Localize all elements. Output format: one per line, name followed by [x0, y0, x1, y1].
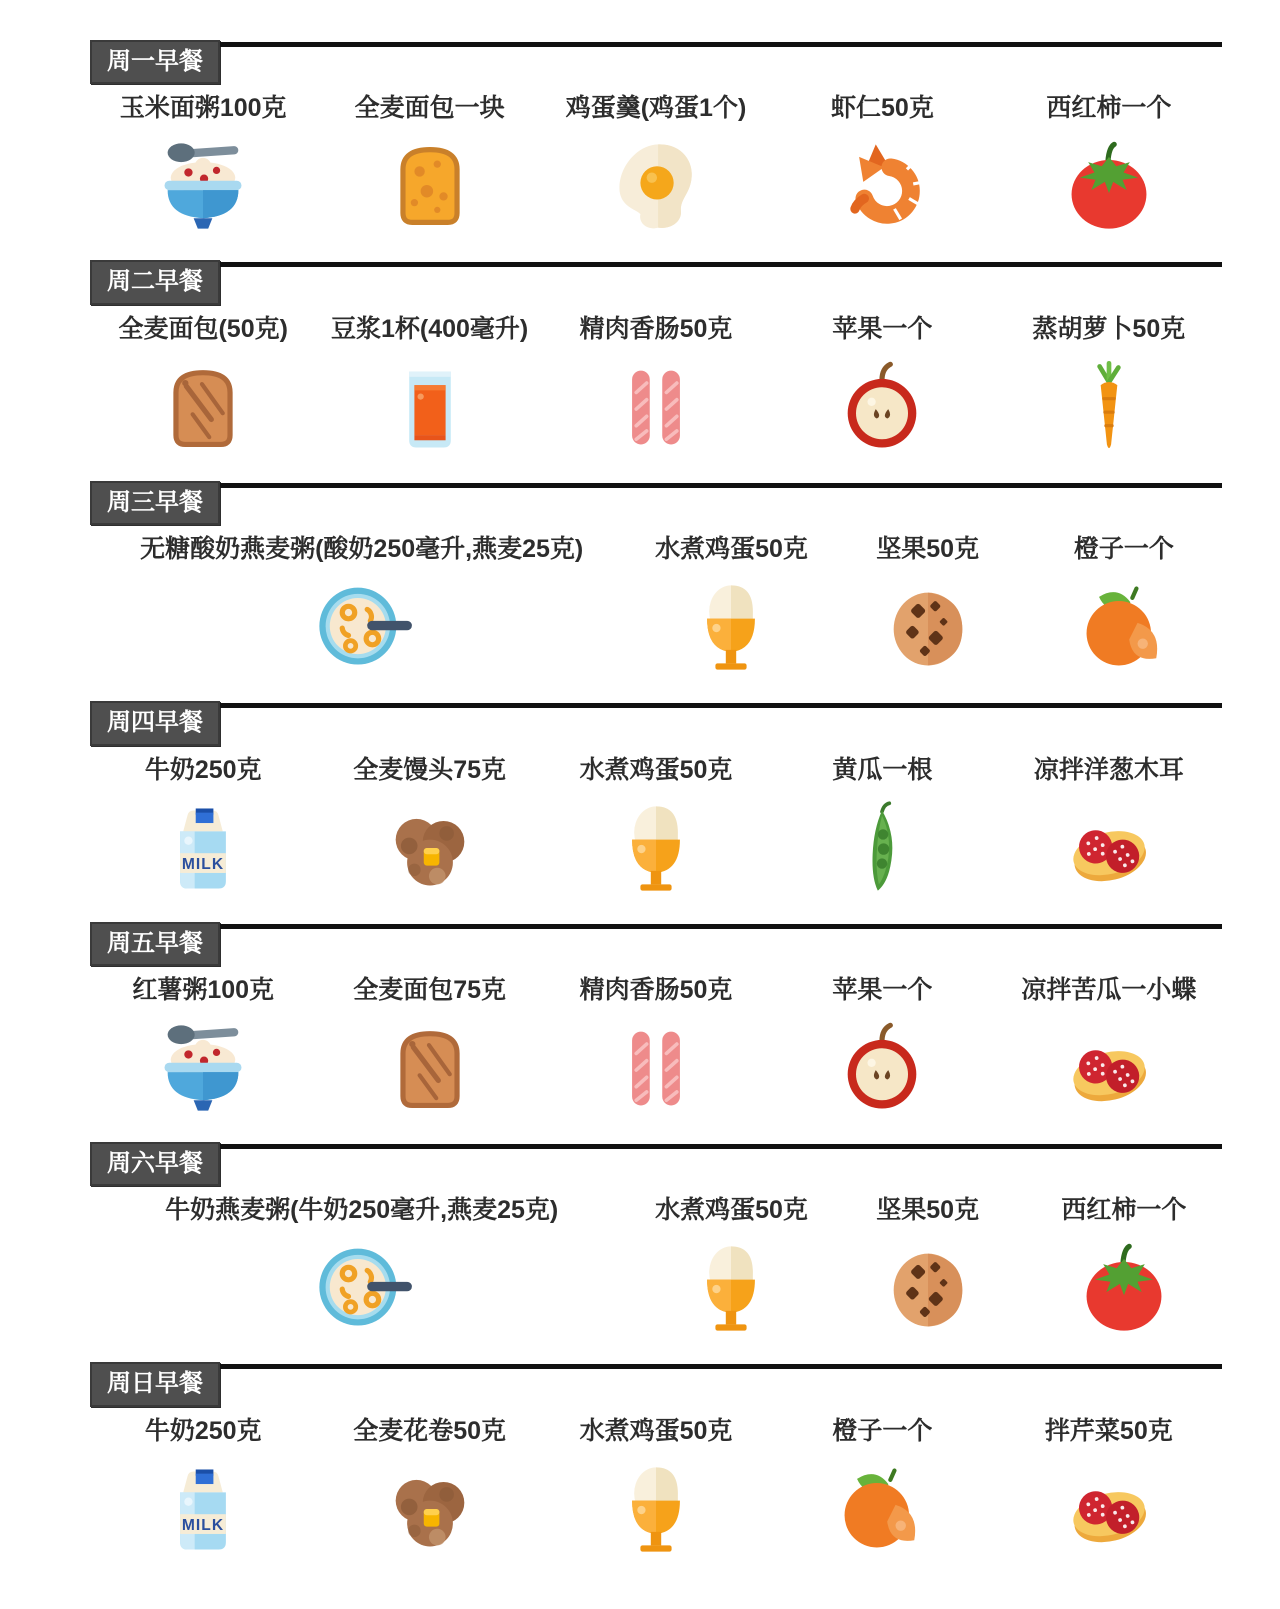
divider-line [220, 42, 1222, 47]
steamed-bun-icon [378, 1457, 482, 1561]
menu-item-label: 坚果50克 [876, 535, 980, 564]
divider-line [220, 703, 1222, 708]
menu-item [769, 314, 995, 459]
menu-item [543, 1416, 769, 1561]
menu-item [543, 93, 769, 238]
menu-item-label: 水煮鸡蛋50克 [579, 755, 733, 784]
menu-item [543, 314, 769, 459]
menu-item [996, 314, 1222, 459]
apple-icon [830, 355, 934, 459]
menu-item [316, 314, 542, 459]
menu-item [769, 93, 995, 238]
menu-item [90, 534, 633, 679]
porridge-bowl-icon [151, 134, 255, 238]
menu-item-label: 橙子一个 [1073, 535, 1174, 564]
menu-item-label: 牛奶250克 [144, 1416, 262, 1445]
orange-icon [830, 1457, 934, 1561]
salad-plate-icon [1057, 796, 1161, 900]
day-section-saturday [90, 1142, 1222, 1340]
menu-item [543, 755, 769, 900]
cereal-bowl-icon [310, 1233, 414, 1337]
menu-item-label: 苹果一个 [832, 975, 933, 1004]
day-section-wednesday [90, 481, 1222, 679]
menu-item [316, 93, 542, 238]
menu-item-label: 凉拌洋葱木耳 [1033, 755, 1184, 784]
toast-brown-icon [378, 1016, 482, 1120]
sausages-icon [604, 355, 708, 459]
menu-item [90, 1195, 633, 1340]
menu-item-label: 水煮鸡蛋50克 [655, 535, 808, 564]
menu-item-label: 红薯粥100克 [132, 975, 275, 1004]
day-section-friday [90, 922, 1222, 1120]
day-section-sunday [90, 1362, 1222, 1560]
menu-item [769, 975, 995, 1120]
menu-item-label: 苹果一个 [832, 314, 933, 343]
menu-item-label: 坚果50克 [876, 1196, 980, 1225]
orange-icon [1072, 575, 1176, 679]
menu-item-label: 玉米面粥100克 [119, 94, 287, 123]
divider-line [220, 1364, 1222, 1369]
nut-cookie-icon [876, 575, 980, 679]
menu-item-label: 蒸胡萝卜50克 [1032, 314, 1186, 343]
menu-item [633, 1195, 829, 1340]
menu-item-label: 水煮鸡蛋50克 [655, 1196, 808, 1225]
day-section-tuesday [90, 260, 1222, 458]
menu-item-label: 鸡蛋羹(鸡蛋1个) [565, 94, 747, 123]
shrimp-icon [830, 134, 934, 238]
menu-item-label: 拌芹菜50克 [1044, 1416, 1173, 1445]
menu-item [316, 975, 542, 1120]
toast-orange-icon [378, 134, 482, 238]
menu-item [1026, 1195, 1222, 1340]
apple-icon [830, 1016, 934, 1120]
day-badge: 周五早餐 [90, 922, 220, 966]
boiled-egg-cup-icon [679, 575, 783, 679]
nut-cookie-icon [876, 1236, 980, 1340]
day-badge: 周日早餐 [90, 1362, 220, 1406]
menu-item [316, 1416, 542, 1561]
menu-item-label: 无糖酸奶燕麦粥(酸奶250毫升,燕麦25克) [140, 535, 584, 564]
menu-item-label: 西红柿一个 [1061, 1196, 1187, 1225]
menu-item-label: 西红柿一个 [1046, 94, 1172, 123]
milk-carton-icon [151, 1457, 255, 1561]
steamed-bun-icon [378, 796, 482, 900]
divider-line [220, 924, 1222, 929]
boiled-egg-cup-icon [604, 1457, 708, 1561]
sausages-icon [604, 1016, 708, 1120]
menu-item-label: 牛奶250克 [144, 755, 262, 784]
menu-item [769, 1416, 995, 1561]
fried-egg-icon [604, 134, 708, 238]
cereal-bowl-icon [310, 572, 414, 676]
divider-line [220, 1144, 1222, 1149]
menu-item-label: 全麦馒头75克 [353, 755, 507, 784]
day-section-thursday [90, 701, 1222, 899]
menu-item-label: 凉拌苦瓜一小蝶 [1021, 975, 1197, 1004]
menu-item [90, 314, 316, 459]
toast-brown-icon [151, 355, 255, 459]
menu-item-label: 黄瓜一根 [832, 755, 933, 784]
menu-item [90, 755, 316, 900]
menu-item [316, 755, 542, 900]
cucumber-icon [830, 796, 934, 900]
day-badge: 周二早餐 [90, 260, 220, 304]
boiled-egg-cup-icon [604, 796, 708, 900]
menu-item [90, 975, 316, 1120]
salad-plate-icon [1057, 1457, 1161, 1561]
soy-milk-glass-icon [378, 355, 482, 459]
salad-plate-icon [1057, 1016, 1161, 1120]
tomato-icon [1072, 1236, 1176, 1340]
carrot-icon [1057, 355, 1161, 459]
menu-item [1026, 534, 1222, 679]
menu-item [769, 755, 995, 900]
menu-item-label: 橙子一个 [832, 1416, 933, 1445]
boiled-egg-cup-icon [679, 1236, 783, 1340]
day-badge: 周四早餐 [90, 701, 220, 745]
menu-item-label: 虾仁50克 [831, 94, 934, 123]
menu-item [996, 1416, 1222, 1561]
menu-item-label: 精肉香肠50克 [579, 975, 733, 1004]
porridge-bowl-icon [151, 1016, 255, 1120]
menu-item [996, 755, 1222, 900]
menu-item-label: 精肉香肠50克 [579, 314, 733, 343]
menu-item [996, 93, 1222, 238]
menu-item [830, 534, 1026, 679]
menu-item [90, 1416, 316, 1561]
menu-item [830, 1195, 1026, 1340]
tomato-icon [1057, 134, 1161, 238]
menu-item-label: 全麦面包75克 [353, 975, 507, 1004]
divider-line [220, 262, 1222, 267]
day-badge: 周三早餐 [90, 481, 220, 525]
menu-item-label: 全麦面包(50克) [118, 314, 288, 343]
menu-item [543, 975, 769, 1120]
day-section-monday [90, 40, 1222, 238]
menu-item-label: 牛奶燕麦粥(牛奶250毫升,燕麦25克) [165, 1196, 559, 1225]
milk-carton-icon [151, 796, 255, 900]
menu-item [996, 975, 1222, 1120]
day-badge: 周六早餐 [90, 1142, 220, 1186]
menu-item [633, 534, 829, 679]
menu-item [90, 93, 316, 238]
menu-item-label: 全麦花卷50克 [353, 1416, 507, 1445]
menu-item-label: 全麦面包一块 [354, 94, 505, 123]
menu-item-label: 水煮鸡蛋50克 [579, 1416, 733, 1445]
divider-line [220, 483, 1222, 488]
day-badge: 周一早餐 [90, 40, 220, 84]
menu-item-label: 豆浆1杯(400毫升) [330, 314, 529, 343]
